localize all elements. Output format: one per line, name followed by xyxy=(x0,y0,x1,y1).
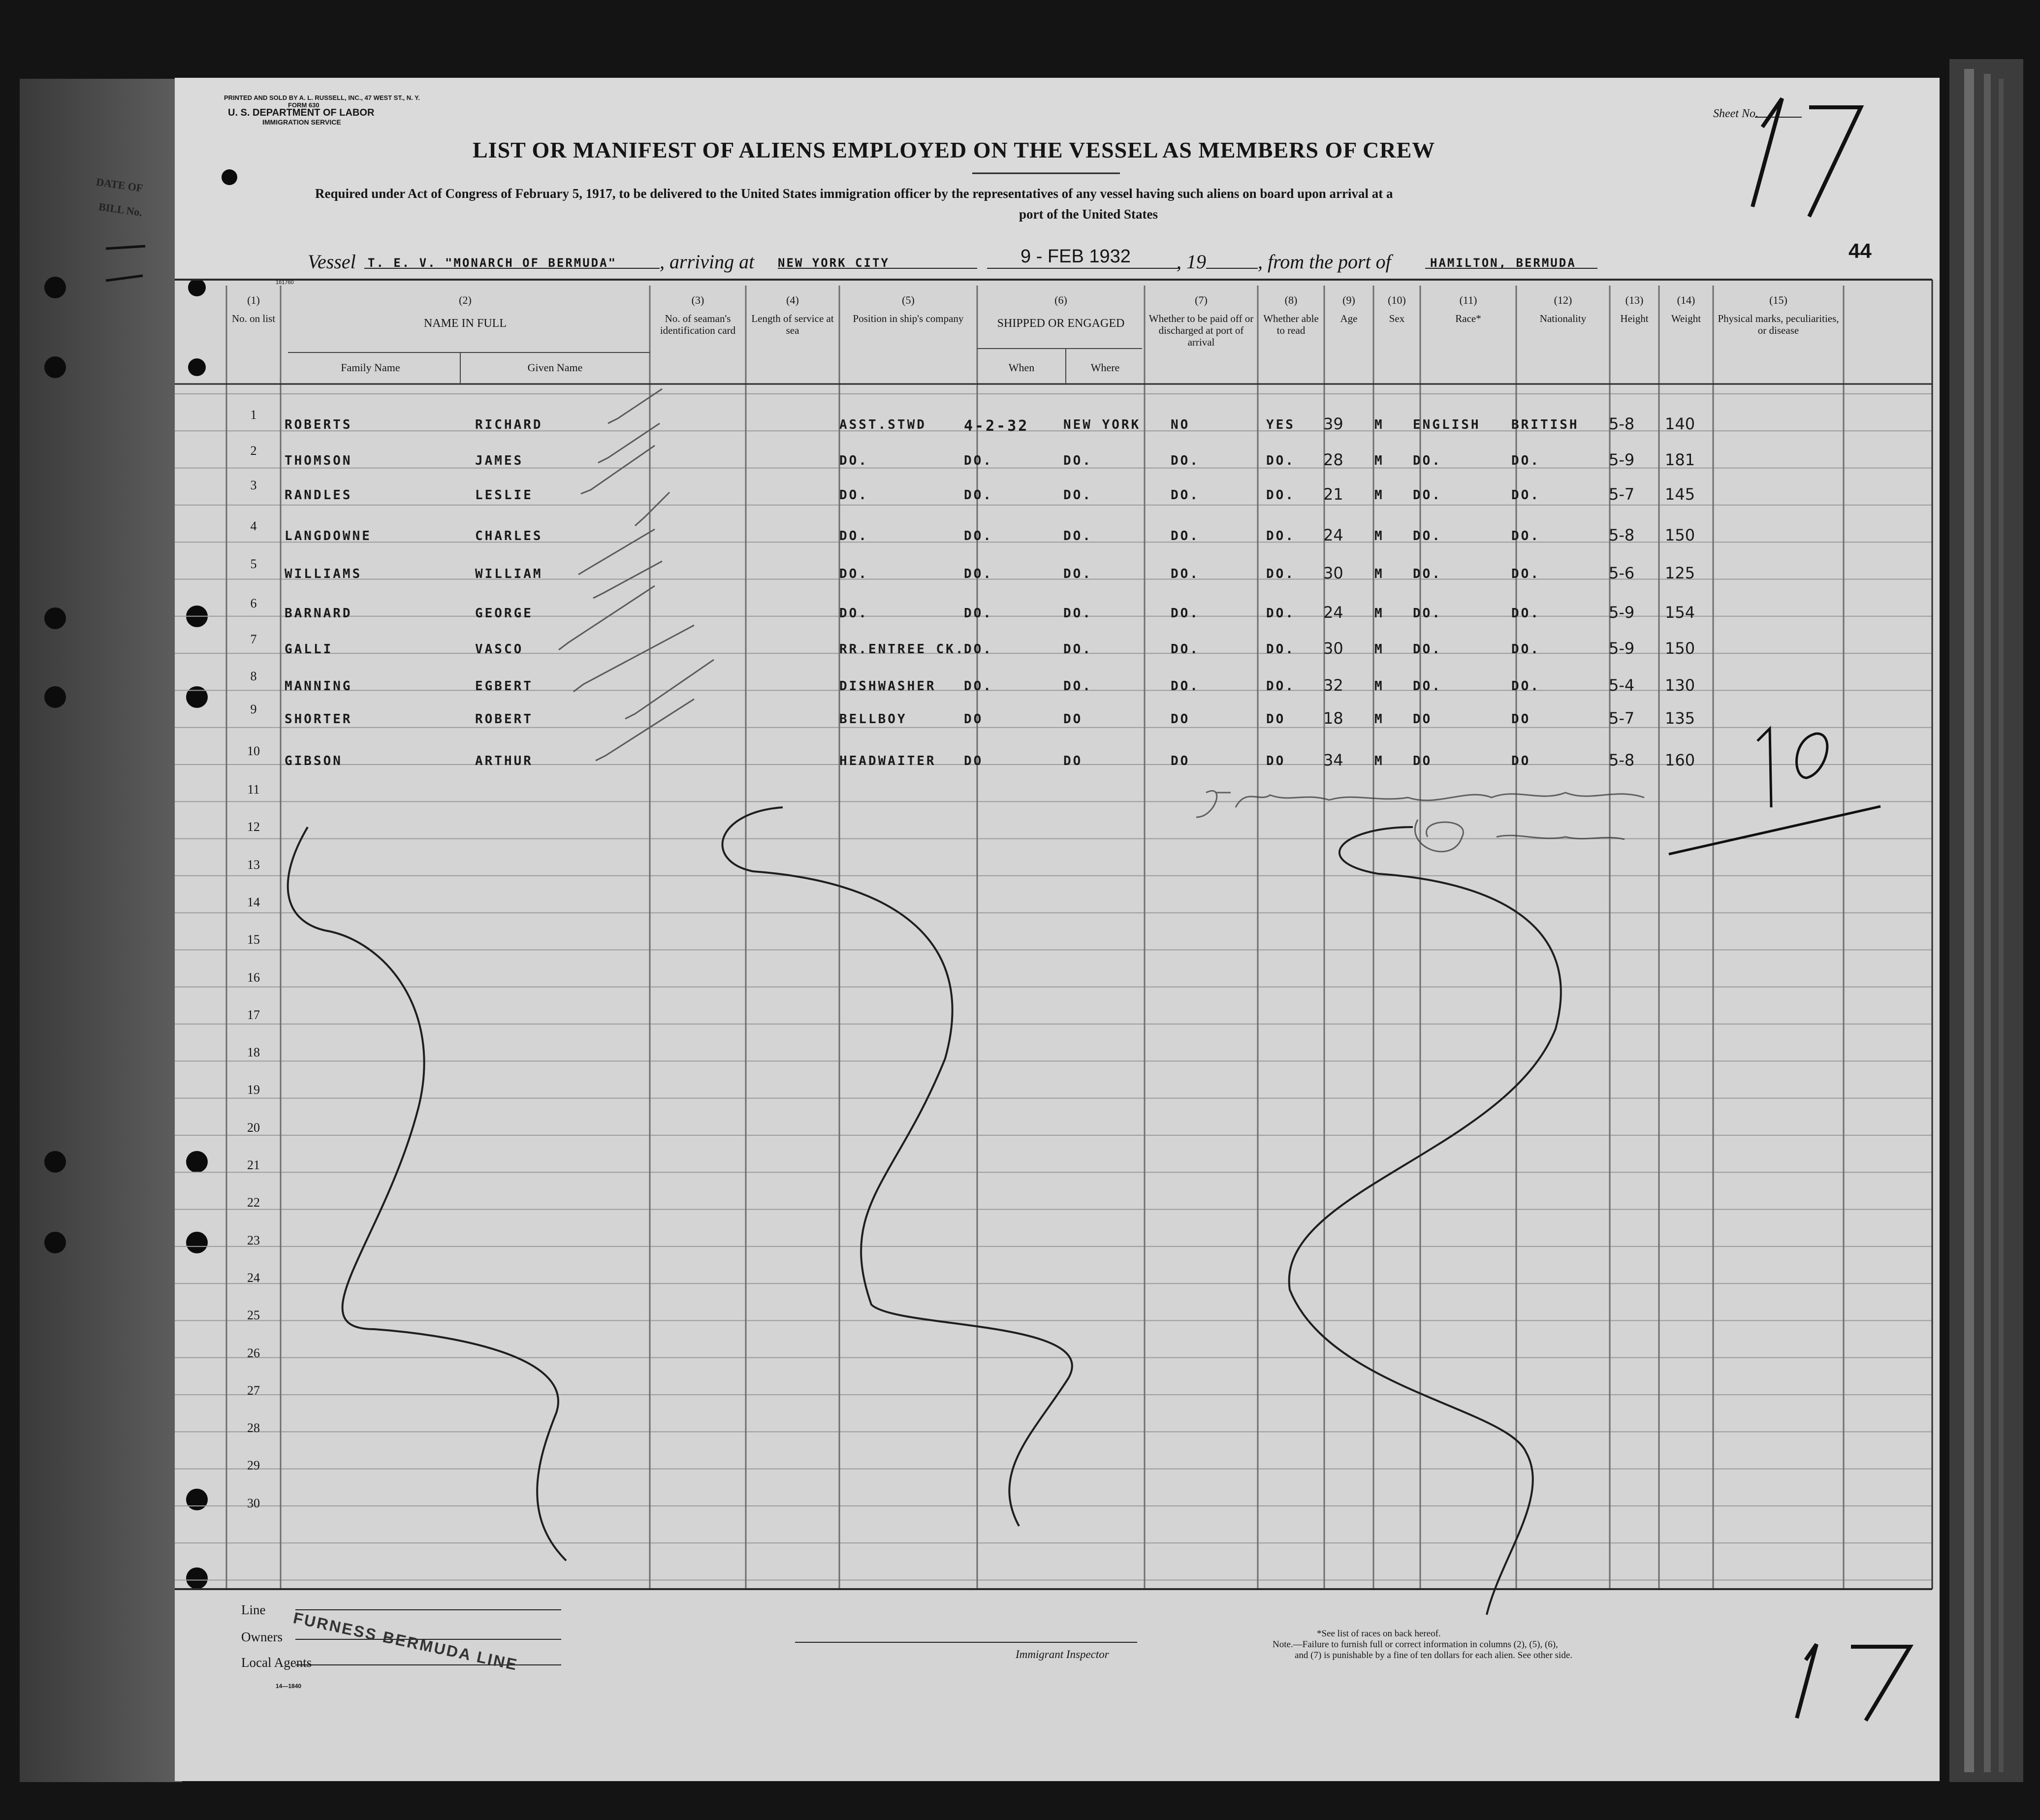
printer-line: PRINTED AND SOLD BY A. L. RUSSELL, INC., 47 WEST ST., N. Y. xyxy=(224,94,420,101)
cell-age: 24 xyxy=(1323,526,1343,544)
row-number: 11 xyxy=(247,782,260,797)
cell-sex: M xyxy=(1374,606,1384,621)
column-sublabel: Family Name xyxy=(341,361,400,374)
column-label: Position in ship's company xyxy=(853,313,964,324)
row-number: 23 xyxy=(247,1233,260,1247)
row-number: 21 xyxy=(247,1158,260,1172)
row-number: 20 xyxy=(247,1120,260,1135)
cell-given: ROBERT xyxy=(475,712,533,727)
department-name: U. S. DEPARTMENT OF LABOR xyxy=(228,107,375,118)
cell-weight: 125 xyxy=(1665,564,1695,582)
cell-where: DO. xyxy=(1063,453,1092,468)
from-port: HAMILTON, BERMUDA xyxy=(1430,256,1576,270)
cell-race: DO. xyxy=(1413,567,1442,581)
cell-position: ASST.STWD xyxy=(839,417,926,432)
cell-position: DO. xyxy=(839,529,868,543)
row-number: 1 xyxy=(250,408,257,422)
column-label: Sex xyxy=(1389,313,1405,324)
row-number: 25 xyxy=(247,1308,260,1323)
column-sublabel: Given Name xyxy=(527,361,583,374)
cell-where: DO xyxy=(1063,712,1083,727)
cell-age: 24 xyxy=(1323,603,1343,622)
cell-nationality: DO xyxy=(1511,754,1531,768)
cell-where: DO. xyxy=(1063,488,1092,503)
row-number: 8 xyxy=(250,669,257,683)
cell-race: ENGLISH xyxy=(1413,417,1481,432)
cell-sex: M xyxy=(1374,417,1384,432)
cell-weight: 150 xyxy=(1665,639,1695,658)
cell-paid-off: DO. xyxy=(1171,642,1200,657)
cell-sex: M xyxy=(1374,679,1384,694)
column-number: (2) xyxy=(459,294,472,306)
cell-sex: M xyxy=(1374,529,1384,543)
cell-weight: 145 xyxy=(1665,485,1695,504)
cell-read: DO. xyxy=(1266,679,1295,694)
column-label: Race* xyxy=(1455,313,1481,324)
small-code: 161760 xyxy=(276,280,294,286)
cell-height: 5-9 xyxy=(1609,603,1635,622)
cell-race: DO. xyxy=(1413,529,1442,543)
cell-weight: 140 xyxy=(1665,415,1695,433)
cell-family: WILLIAMS xyxy=(285,567,362,581)
column-number: (12) xyxy=(1554,294,1572,306)
cell-read: DO. xyxy=(1266,606,1295,621)
cell-sex: M xyxy=(1374,712,1384,727)
cell-read: DO. xyxy=(1266,453,1295,468)
row-number: 22 xyxy=(247,1195,260,1210)
cell-given: WILLIAM xyxy=(475,567,543,581)
cell-nationality: DO. xyxy=(1511,529,1540,543)
column-label: Nationality xyxy=(1539,313,1587,324)
row-number: 10 xyxy=(247,744,260,758)
cell-position: DO. xyxy=(839,453,868,468)
form-subtitle-line2: port of the United States xyxy=(1019,207,1158,222)
column-label: Height xyxy=(1620,313,1649,324)
cell-paid-off: DO. xyxy=(1171,567,1200,581)
cell-age: 32 xyxy=(1323,676,1343,695)
cell-nationality: DO. xyxy=(1511,606,1540,621)
column-number: (13) xyxy=(1625,294,1644,306)
cell-nationality: DO. xyxy=(1511,567,1540,581)
service-name: IMMIGRATION SERVICE xyxy=(262,118,341,126)
cell-when: DO xyxy=(964,712,984,727)
cell-family: BARNARD xyxy=(285,606,352,621)
row-number: 16 xyxy=(247,970,260,985)
cell-weight: 160 xyxy=(1665,751,1695,769)
note-races: *See list of races on back hereof. xyxy=(1317,1628,1441,1639)
cell-read: DO. xyxy=(1266,488,1295,503)
cell-where: DO. xyxy=(1063,642,1092,657)
note-line2: and (7) is punishable by a fine of ten dollars for each alien. See other side. xyxy=(1295,1650,1573,1660)
column-number: (1) xyxy=(247,294,260,306)
cell-paid-off: DO. xyxy=(1171,606,1200,621)
cell-read: DO. xyxy=(1266,529,1295,543)
row-number: 17 xyxy=(247,1007,260,1022)
cell-position: DO. xyxy=(839,606,868,621)
column-number: (11) xyxy=(1459,294,1477,306)
cell-paid-off: DO. xyxy=(1171,529,1200,543)
cell-age: 30 xyxy=(1323,639,1343,658)
immigrant-inspector-label: Immigrant Inspector xyxy=(1016,1648,1109,1660)
cell-weight: 181 xyxy=(1665,450,1695,469)
column-number: (8) xyxy=(1284,294,1298,306)
column-label: Physical marks, peculiarities, or disease xyxy=(1718,313,1839,336)
owners-label: Owners xyxy=(241,1629,283,1644)
cell-paid-off: NO xyxy=(1171,417,1190,432)
row-number: 28 xyxy=(247,1421,260,1436)
cell-weight: 154 xyxy=(1665,603,1695,622)
row-number: 2 xyxy=(250,444,257,458)
form-code: 14—1840 xyxy=(276,1683,302,1690)
cell-when: DO. xyxy=(964,567,993,581)
form-title: LIST OR MANIFEST OF ALIENS EMPLOYED ON THE VESSEL AS MEMBERS OF CREW xyxy=(473,137,1435,162)
cell-height: 5-8 xyxy=(1609,415,1635,433)
cell-read: DO. xyxy=(1266,567,1295,581)
year-label: , 19 xyxy=(1177,251,1206,273)
cell-age: 34 xyxy=(1323,751,1343,769)
vessel-label: Vessel xyxy=(308,251,356,273)
row-number: 30 xyxy=(247,1496,260,1510)
column-number: (5) xyxy=(902,294,915,306)
row-number: 18 xyxy=(247,1045,260,1060)
column-number: (14) xyxy=(1677,294,1695,306)
row-number: 12 xyxy=(247,820,260,834)
column-label: Length of service at sea xyxy=(751,313,834,336)
cell-when: DO. xyxy=(964,606,993,621)
cell-race: DO. xyxy=(1413,488,1442,503)
cell-nationality: DO. xyxy=(1511,642,1540,657)
cell-position: DISHWASHER xyxy=(839,679,936,694)
column-number: (3) xyxy=(691,294,704,306)
column-number: (9) xyxy=(1342,294,1355,306)
cell-family: LANGDOWNE xyxy=(285,529,372,543)
cell-race: DO. xyxy=(1413,642,1442,657)
cell-height: 5-6 xyxy=(1609,564,1635,582)
page-number: 44 xyxy=(1849,239,1872,262)
cell-nationality: DO. xyxy=(1511,453,1540,468)
cell-race: DO. xyxy=(1413,679,1442,694)
cell-when: 4-2-32 xyxy=(964,417,1029,435)
row-number: 14 xyxy=(247,894,260,909)
margin-stamp-date: DATE OF xyxy=(95,175,144,194)
cell-position: HEADWAITER xyxy=(839,754,936,768)
furness-stamp: FURNESS BERMUDA LINE xyxy=(291,1609,520,1674)
cell-weight: 150 xyxy=(1665,526,1695,544)
cell-height: 5-7 xyxy=(1609,709,1635,728)
cell-family: SHORTER xyxy=(285,712,352,727)
cell-family: GALLI xyxy=(285,642,333,657)
row-number: 27 xyxy=(247,1383,260,1398)
column-number: (7) xyxy=(1195,294,1208,306)
row-number: 24 xyxy=(247,1270,260,1285)
cell-given: ARTHUR xyxy=(475,754,533,768)
cell-family: RANDLES xyxy=(285,488,352,503)
cell-position: RR.ENTREE CK. xyxy=(839,642,965,657)
cell-nationality: DO xyxy=(1511,712,1531,727)
cell-race: DO. xyxy=(1413,606,1442,621)
cell-when: DO. xyxy=(964,453,993,468)
cell-position: DO. xyxy=(839,567,868,581)
cell-given: LESLIE xyxy=(475,488,533,503)
column-label: SHIPPED OR ENGAGED xyxy=(997,317,1125,330)
column-sublabel: When xyxy=(1008,361,1035,374)
cell-family: ROBERTS xyxy=(285,417,352,432)
cell-sex: M xyxy=(1374,453,1384,468)
cell-read: YES xyxy=(1266,417,1295,432)
form-subtitle-line1: Required under Act of Congress of February 5, 1917, to be delivered to the United States immigration officer by the representatives of any vessel having such aliens on board upon arrival at a xyxy=(315,186,1393,201)
cell-nationality: DO. xyxy=(1511,679,1540,694)
cell-where: NEW YORK xyxy=(1063,417,1141,432)
row-number: 19 xyxy=(247,1083,260,1097)
column-label: No. of seaman's identification card xyxy=(660,313,736,336)
cell-where: DO. xyxy=(1063,606,1092,621)
cell-given: CHARLES xyxy=(475,529,543,543)
row-number: 7 xyxy=(250,632,257,646)
cell-height: 5-9 xyxy=(1609,639,1635,658)
cell-where: DO. xyxy=(1063,529,1092,543)
cell-paid-off: DO. xyxy=(1171,488,1200,503)
cell-race: DO. xyxy=(1413,453,1442,468)
cell-sex: M xyxy=(1374,488,1384,503)
date-stamp: 9 - FEB 1932 xyxy=(1020,246,1131,267)
cell-sex: M xyxy=(1374,642,1384,657)
column-label: Weight xyxy=(1671,313,1701,324)
row-number: 15 xyxy=(247,932,260,947)
cell-height: 5-8 xyxy=(1609,751,1635,769)
arriving-port: NEW YORK CITY xyxy=(778,256,890,270)
cell-given: JAMES xyxy=(475,453,524,468)
cell-age: 39 xyxy=(1323,415,1343,433)
arriving-label: , arriving at xyxy=(660,251,755,273)
cell-where: DO. xyxy=(1063,567,1092,581)
cell-age: 18 xyxy=(1323,709,1343,728)
local-agents-label: Local Agents xyxy=(241,1655,312,1670)
cell-height: 5-4 xyxy=(1609,676,1635,695)
cell-when: DO. xyxy=(964,642,993,657)
cell-age: 21 xyxy=(1323,485,1343,504)
cell-weight: 130 xyxy=(1665,676,1695,695)
cell-sex: M xyxy=(1374,567,1384,581)
cell-family: GIBSON xyxy=(285,754,343,768)
cell-nationality: DO. xyxy=(1511,488,1540,503)
cell-height: 5-8 xyxy=(1609,526,1635,544)
cell-read: DO. xyxy=(1266,642,1295,657)
cell-where: DO xyxy=(1063,754,1083,768)
cell-height: 5-9 xyxy=(1609,450,1635,469)
from-port-label: , from the port of xyxy=(1258,251,1391,273)
cell-age: 28 xyxy=(1323,450,1343,469)
cell-given: GEORGE xyxy=(475,606,533,621)
row-number: 9 xyxy=(250,702,257,716)
cell-when: DO. xyxy=(964,488,993,503)
cell-height: 5-7 xyxy=(1609,485,1635,504)
column-number: (4) xyxy=(786,294,799,306)
cell-when: DO. xyxy=(964,529,993,543)
column-label: Whether able to read xyxy=(1263,313,1319,336)
column-number: (6) xyxy=(1054,294,1067,306)
sheet-label: Sheet No. xyxy=(1713,107,1758,120)
cell-family: MANNING xyxy=(285,679,352,694)
cell-given: RICHARD xyxy=(475,417,543,432)
cell-nationality: BRITISH xyxy=(1511,417,1579,432)
cell-family: THOMSON xyxy=(285,453,352,468)
cell-position: BELLBOY xyxy=(839,712,907,727)
cell-paid-off: DO xyxy=(1171,712,1190,727)
column-label: No. on list xyxy=(231,313,276,324)
row-number: 26 xyxy=(247,1345,260,1360)
cell-weight: 135 xyxy=(1665,709,1695,728)
column-label: Whether to be paid off or discharged at port of arrival xyxy=(1148,313,1254,348)
row-number: 13 xyxy=(247,857,260,872)
line-label: Line xyxy=(241,1602,266,1617)
note-line1: Note.—Failure to furnish full or correct information in columns (2), (5), (6), xyxy=(1273,1639,1558,1650)
margin-stamp-bill: BILL No. xyxy=(97,200,143,219)
cell-sex: M xyxy=(1374,754,1384,768)
cell-given: EGBERT xyxy=(475,679,533,694)
cell-age: 30 xyxy=(1323,564,1343,582)
cell-when: DO xyxy=(964,754,984,768)
row-number: 6 xyxy=(250,596,257,610)
cell-when: DO. xyxy=(964,679,993,694)
form-number: FORM 630 xyxy=(288,101,319,109)
manifest-sheet xyxy=(95,78,1940,1781)
cell-given: VASCO xyxy=(475,642,524,657)
cell-race: DO xyxy=(1413,712,1433,727)
cell-paid-off: DO. xyxy=(1171,453,1200,468)
row-number: 3 xyxy=(250,478,257,492)
vessel-name: T. E. V. "MONARCH OF BERMUDA" xyxy=(368,256,617,270)
column-number: (15) xyxy=(1769,294,1787,306)
column-label: NAME IN FULL xyxy=(424,317,507,330)
row-number: 29 xyxy=(247,1458,260,1473)
column-label: Age xyxy=(1340,313,1358,324)
cell-position: DO. xyxy=(839,488,868,503)
cell-race: DO xyxy=(1413,754,1433,768)
cell-paid-off: DO. xyxy=(1171,679,1200,694)
column-sublabel: Where xyxy=(1090,361,1120,374)
row-number: 4 xyxy=(250,519,257,533)
row-number: 5 xyxy=(250,557,257,571)
cell-read: DO xyxy=(1266,712,1286,727)
column-number: (10) xyxy=(1388,294,1406,306)
cell-paid-off: DO xyxy=(1171,754,1190,768)
cell-read: DO xyxy=(1266,754,1286,768)
cell-where: DO. xyxy=(1063,679,1092,694)
